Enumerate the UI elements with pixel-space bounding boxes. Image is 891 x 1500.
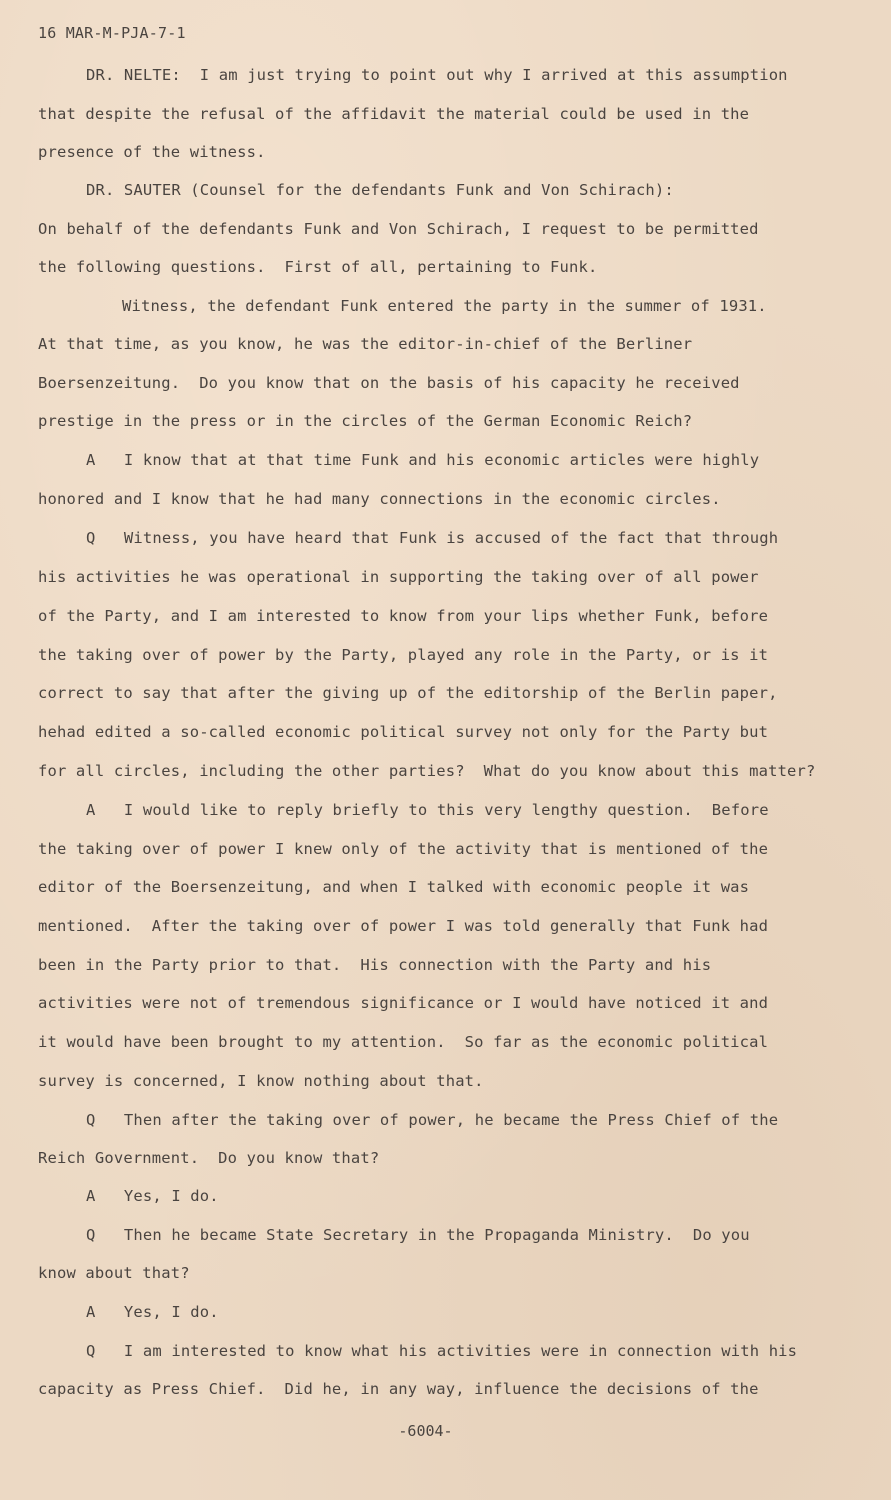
- page-number: -6004-: [398, 1422, 453, 1440]
- text-line: At that time, as you know, he was the editor-in-chief of the Berliner: [38, 335, 693, 353]
- text-line: been in the Party prior to that. His connection with the Party and his: [38, 956, 712, 974]
- document-header-id: 16 MAR-M-PJA-7-1: [38, 24, 186, 42]
- text-line: Boersenzeitung. Do you know that on the basis of his capacity he received: [38, 374, 740, 392]
- text-line: A I know that at that time Funk and his economic articles were highly: [86, 451, 760, 469]
- text-line: his activities he was operational in supporting the taking over of all power: [38, 568, 759, 586]
- text-line: it would have been brought to my attention. So far as the economic political: [38, 1033, 769, 1051]
- text-line: On behalf of the defendants Funk and Von Schirach, I request to be permitted: [38, 220, 759, 238]
- text-line: A Yes, I do.: [86, 1187, 219, 1205]
- text-line: capacity as Press Chief. Did he, in any way, influence the decisions of the: [38, 1380, 759, 1398]
- text-line: that despite the refusal of the affidavit the material could be used in the: [38, 105, 750, 123]
- text-line: survey is concerned, I know nothing about that.: [38, 1072, 484, 1090]
- text-line: Reich Government. Do you know that?: [38, 1149, 380, 1167]
- text-line: presence of the witness.: [38, 143, 266, 161]
- text-line: correct to say that after the giving up of the editorship of the Berlin paper,: [38, 684, 778, 702]
- text-line: Q Witness, you have heard that Funk is accused of the fact that through: [86, 529, 779, 547]
- text-line: the taking over of power by the Party, played any role in the Party, or is it: [38, 646, 769, 664]
- text-line: Witness, the defendant Funk entered the party in the summer of 1931.: [122, 297, 767, 315]
- text-line: Q Then after the taking over of power, he became the Press Chief of the: [86, 1111, 779, 1129]
- text-line: A Yes, I do.: [86, 1303, 219, 1321]
- text-line: Q I am interested to know what his activities were in connection with his: [86, 1342, 798, 1360]
- text-line: of the Party, and I am interested to know from your lips whether Funk, before: [38, 607, 769, 625]
- text-line: honored and I know that he had many connections in the economic circles.: [38, 490, 721, 508]
- text-line: know about that?: [38, 1264, 190, 1282]
- text-line: for all circles, including the other parties? What do you know about this matter?: [38, 762, 816, 780]
- text-line: DR. SAUTER (Counsel for the defendants Funk and Von Schirach):: [86, 181, 674, 199]
- text-line: mentioned. After the taking over of power I was told generally that Funk had: [38, 917, 769, 935]
- text-line: the taking over of power I knew only of the activity that is mentioned of the: [38, 840, 769, 858]
- text-line: the following questions. First of all, pertaining to Funk.: [38, 258, 598, 276]
- text-line: prestige in the press or in the circles of the German Economic Reich?: [38, 412, 693, 430]
- text-line: A I would like to reply briefly to this very lengthy question. Before: [86, 801, 769, 819]
- text-line: activities were not of tremendous significance or I would have noticed it and: [38, 994, 769, 1012]
- text-line: Q Then he became State Secretary in the Propaganda Ministry. Do you: [86, 1226, 750, 1244]
- text-line: editor of the Boersenzeitung, and when I talked with economic people it was: [38, 878, 750, 896]
- text-line: hehad edited a so-called economic political survey not only for the Party but: [38, 723, 769, 741]
- text-line: DR. NELTE: I am just trying to point out why I arrived at this assumption: [86, 66, 788, 84]
